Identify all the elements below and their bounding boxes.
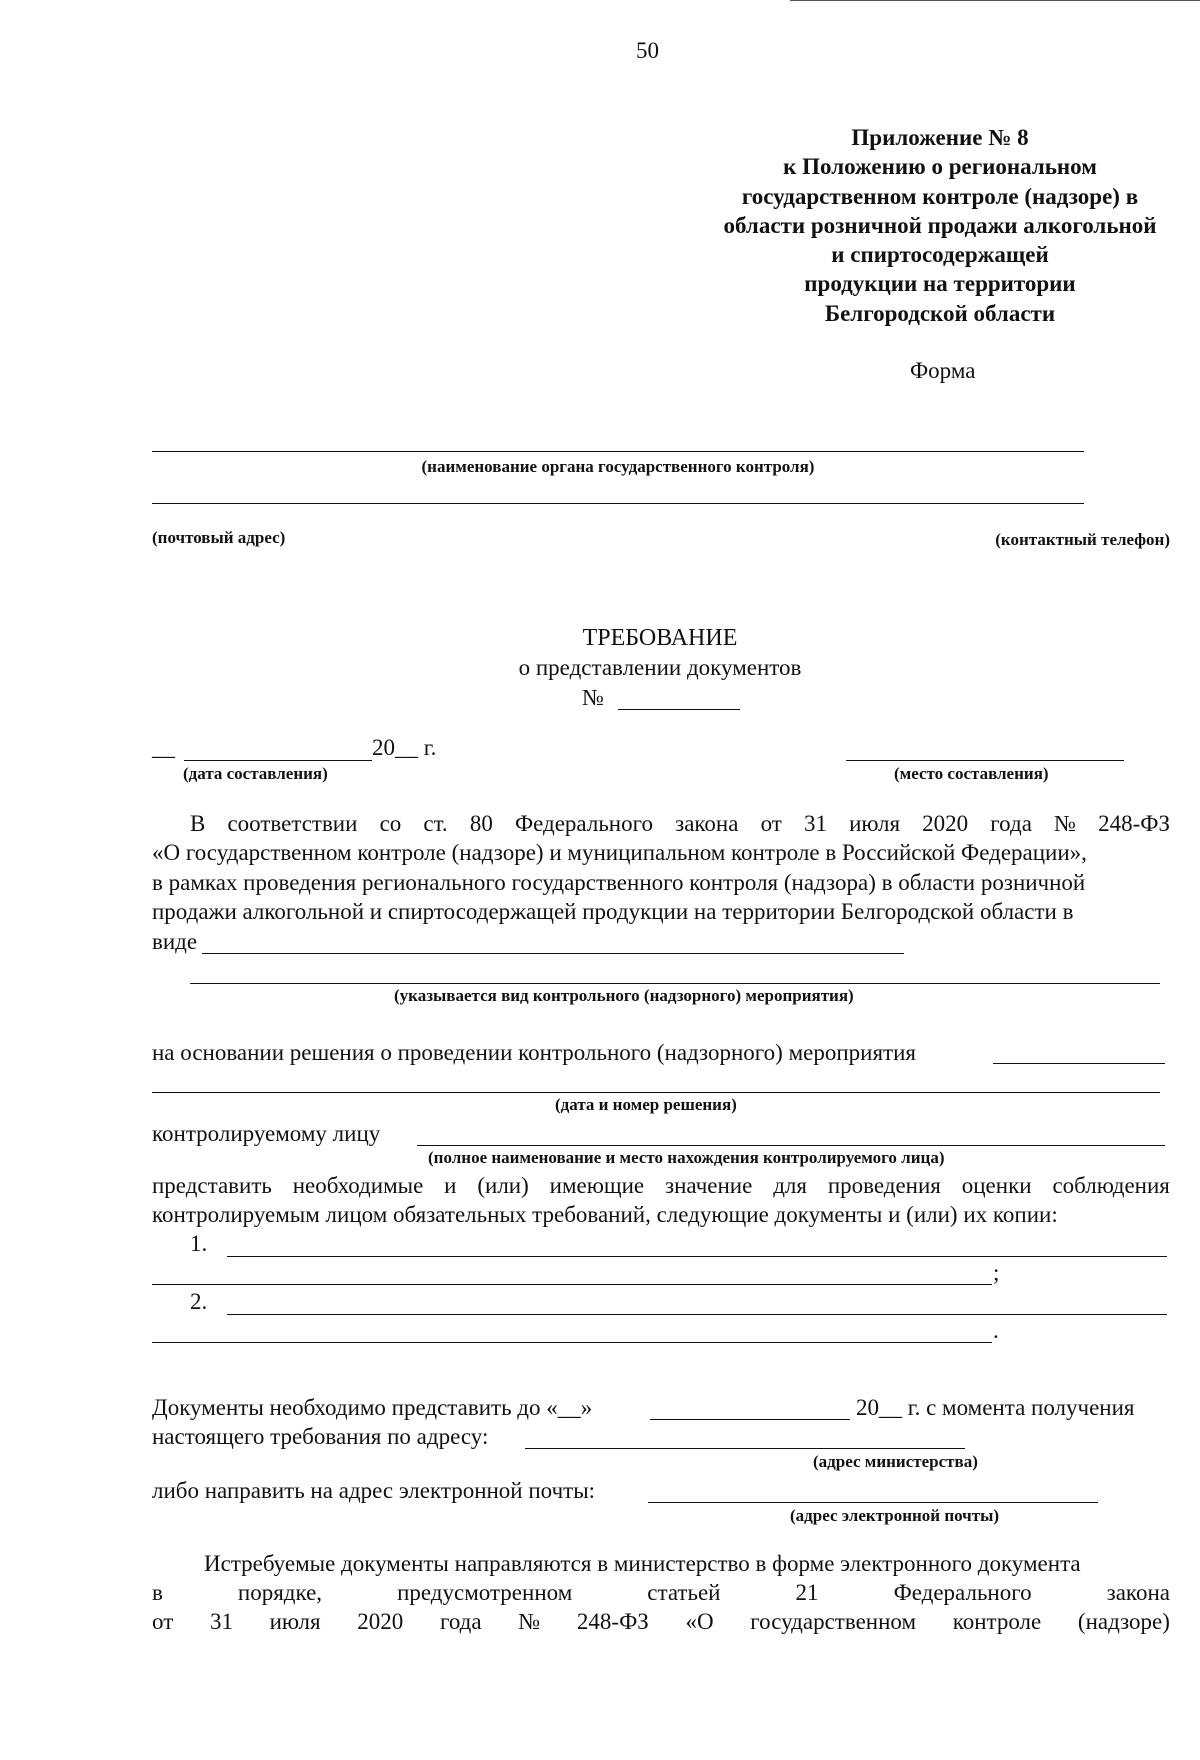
date-day-blank: __ xyxy=(152,735,175,760)
word: Федерального xyxy=(893,1580,1032,1605)
deadline-prefix: Документы необходимо представить до «__» xyxy=(152,1395,593,1420)
item-1-field[interactable] xyxy=(227,1256,1167,1257)
word: от xyxy=(760,811,782,836)
postal-address-field[interactable] xyxy=(152,503,1084,504)
word: необходимые xyxy=(292,1173,424,1198)
ministry-address-field[interactable] xyxy=(525,1448,965,1449)
word: со xyxy=(379,811,402,836)
appendix-line: продукции на территории xyxy=(804,271,1076,297)
decision-caption: (дата и номер решения) xyxy=(555,1095,737,1114)
word: 80 xyxy=(469,811,493,836)
word: 21 xyxy=(795,1580,819,1605)
date-month-field[interactable] xyxy=(184,760,372,761)
number-label: № xyxy=(582,685,604,710)
item-1-number: 1. xyxy=(190,1231,208,1256)
address-label: настоящего требования по адресу: xyxy=(152,1424,489,1449)
appendix-line: государственном контроле (надзоре) в xyxy=(741,183,1139,209)
form-label: Форма xyxy=(910,358,976,383)
word: 2020 xyxy=(357,1609,404,1634)
word: 2020 xyxy=(922,811,969,836)
item-2-end: . xyxy=(993,1318,999,1343)
word: для xyxy=(773,1173,807,1198)
appendix-line: и спиртосодержащей xyxy=(831,242,1049,268)
word: 248-ФЗ xyxy=(1098,811,1170,836)
controlled-entity-caption: (полное наименование и место нахождения контролируемого лица) xyxy=(428,1148,945,1167)
controlled-entity-field[interactable] xyxy=(417,1145,1165,1146)
word: «О xyxy=(685,1609,714,1634)
word: июля xyxy=(269,1609,321,1634)
word: предусмотренном xyxy=(397,1580,573,1605)
word: закона xyxy=(675,811,739,836)
event-type-field[interactable] xyxy=(202,953,904,954)
organ-name-field[interactable] xyxy=(152,451,1084,452)
word: значение xyxy=(665,1173,753,1198)
document-title: ТРЕБОВАНИЕ xyxy=(582,625,738,651)
word: В xyxy=(190,811,206,836)
event-type-field-2[interactable] xyxy=(190,983,1160,984)
appendix-line: Белгородской области xyxy=(824,300,1056,326)
item-2-number: 2. xyxy=(190,1289,208,1314)
word: представить xyxy=(152,1173,272,1198)
appendix-line: Приложение № 8 xyxy=(851,125,1029,150)
item-2-field[interactable] xyxy=(227,1314,1167,1315)
word: проведения xyxy=(827,1173,941,1198)
document-number-field[interactable] xyxy=(618,709,740,710)
place-caption: (место составления) xyxy=(894,764,1049,783)
word: Федерального xyxy=(514,811,653,836)
word: июля xyxy=(849,811,901,836)
word: и xyxy=(444,1173,457,1198)
item-1-end: ; xyxy=(993,1260,1000,1285)
intro-line-2: «О государственном контроле (надзоре) и муниципальном контроле в Российской Федерации», xyxy=(152,840,1087,865)
intro-line-5: виде xyxy=(152,929,198,954)
document-subtitle: о представлении документов xyxy=(518,655,802,680)
word: от xyxy=(152,1609,174,1634)
organ-name-caption: (наименование органа государственного контроля) xyxy=(421,457,815,476)
word: оценки xyxy=(961,1173,1032,1198)
decision-field-2[interactable] xyxy=(152,1092,1160,1093)
top-edge-line xyxy=(790,0,1200,1)
word: 31 xyxy=(209,1609,233,1634)
word: статьей xyxy=(647,1580,721,1605)
word: (надзоре) xyxy=(1077,1609,1170,1634)
ministry-address-caption: (адрес министерства) xyxy=(813,1452,978,1471)
deadline-year: 20__ г. с момента получения xyxy=(856,1395,1135,1420)
appendix-line: области розничной продажи алкогольной xyxy=(723,212,1157,238)
word: государственном xyxy=(750,1609,917,1634)
final-line-1: Истребуемые документы направляются в министерство в форме электронного документа xyxy=(204,1551,1081,1576)
word: 248-ФЗ xyxy=(576,1609,649,1634)
final-line-2 xyxy=(152,1580,1170,1606)
intro-line-3: в рамках проведения регионального государственного контроля (надзора) в области розничной xyxy=(152,870,1086,895)
appendix-line: к Положению о региональном xyxy=(783,154,1097,180)
word: 31 xyxy=(803,811,827,836)
request-line-1 xyxy=(152,1173,1170,1199)
controlled-entity-label: контролируемому лицу xyxy=(152,1121,381,1146)
item-1-field-2[interactable] xyxy=(152,1284,992,1285)
word: закона xyxy=(1106,1580,1170,1605)
word: (или) xyxy=(477,1173,529,1198)
word: контроле xyxy=(952,1609,1042,1634)
intro-line-1 xyxy=(190,811,1170,837)
event-type-caption: (указывается вид контрольного (надзорного) мероприятия) xyxy=(394,986,854,1005)
request-line-2: контролируемым лицом обязательных требований, следующие документы и (или) их копии: xyxy=(152,1202,1058,1227)
word: соблюдения xyxy=(1052,1173,1170,1198)
word: соответствии xyxy=(227,811,358,836)
intro-line-4: продажи алкогольной и спиртосодержащей продукции на территории Белгородской области в xyxy=(152,899,1074,924)
word: порядке, xyxy=(237,1580,323,1605)
deadline-month-field[interactable] xyxy=(650,1419,850,1420)
email-field[interactable] xyxy=(648,1502,1098,1503)
word: года xyxy=(439,1609,482,1634)
place-field[interactable] xyxy=(846,760,1124,761)
word: в xyxy=(152,1580,163,1605)
email-label: либо направить на адрес электронной почты: xyxy=(152,1478,596,1503)
word: года xyxy=(990,811,1032,836)
word: № xyxy=(518,1609,541,1634)
date-year-label: 20__ г. xyxy=(372,735,437,760)
word: имеющие xyxy=(549,1173,645,1198)
page-number: 50 xyxy=(636,38,659,63)
item-2-field-2[interactable] xyxy=(152,1342,992,1343)
date-caption: (дата составления) xyxy=(183,764,328,783)
word: ст. xyxy=(423,811,448,836)
email-caption: (адрес электронной почты) xyxy=(790,1506,1000,1525)
final-line-3 xyxy=(152,1609,1170,1635)
contact-phone-caption: (контактный телефон) xyxy=(995,530,1170,549)
decision-text: на основании решения о проведении контрольного (надзорного) мероприятия xyxy=(152,1040,916,1065)
word: № xyxy=(1054,811,1076,836)
decision-field[interactable] xyxy=(993,1063,1165,1064)
postal-address-caption: (почтовый адрес) xyxy=(152,528,286,547)
appendix-block xyxy=(690,123,1190,328)
